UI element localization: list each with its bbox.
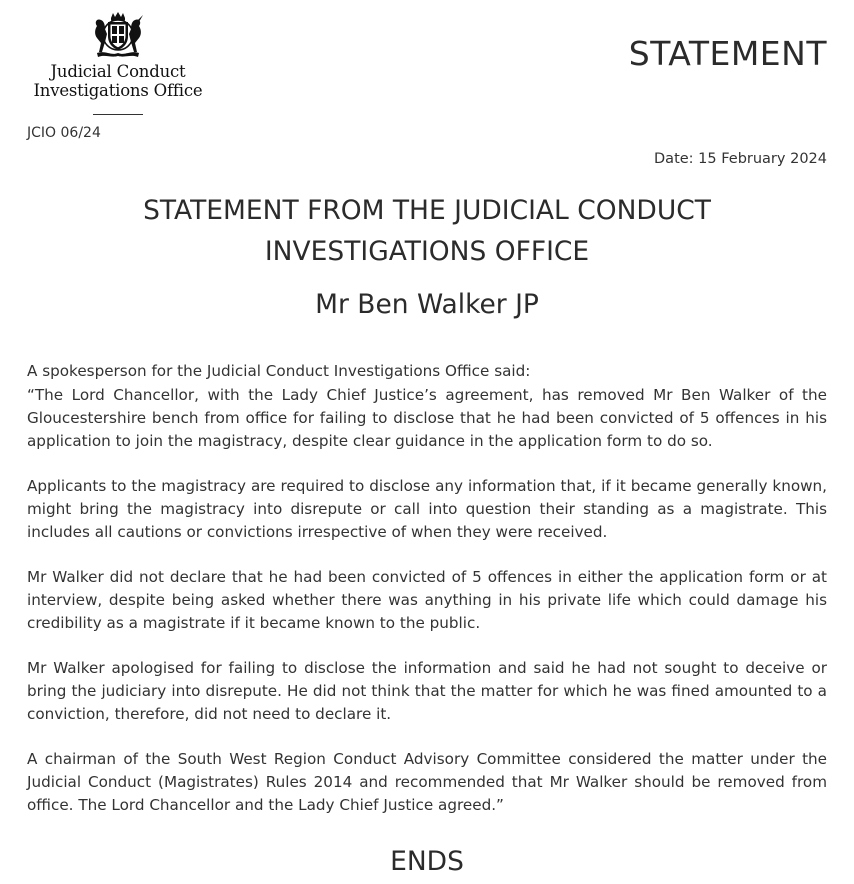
logo-divider bbox=[93, 114, 143, 115]
page-title bbox=[27, 190, 827, 272]
paragraph-4: Mr Walker apologised for failing to disclose the information and said he had not sought to deceive or bring the judiciary into disrepute. He did not think that the matter for which he was fined amounted to a conviction, therefore, did not need to declare it. bbox=[27, 659, 827, 723]
royal-coat-of-arms-icon bbox=[91, 12, 145, 58]
title-line1: STATEMENT FROM THE JUDICIAL CONDUCT bbox=[143, 195, 711, 226]
paragraph-3: Mr Walker did not declare that he had been convicted of 5 offences in either the application form or at interview, despite being asked whether there was anything in his private life which could damage his credibility as a magistrate if it became known to the public. bbox=[27, 568, 827, 632]
paragraph-2: Applicants to the magistracy are required to disclose any information that, if it became generally known, might bring the magistracy into disrepute or call into question their standing as a magistrate. This includes all cautions or convictions irrespective of when they were received. bbox=[27, 477, 827, 541]
document-type: STATEMENT bbox=[628, 34, 827, 73]
org-name-line2: Investigations Office bbox=[33, 81, 203, 100]
ends-marker: ENDS bbox=[390, 846, 464, 877]
paragraph-5: A chairman of the South West Region Conduct Advisory Committee considered the matter under the Judicial Conduct (Magistrates) Rules 2014 and recommended that Mr Walker should be removed from office. The Lord Chancellor and the Lady Chief Justice agreed.” bbox=[27, 750, 827, 814]
org-name bbox=[27, 62, 209, 100]
intro-line: A spokesperson for the Judicial Conduct Investigations Office said: bbox=[27, 362, 531, 380]
subject-name: Mr Ben Walker JP bbox=[315, 289, 539, 320]
statement-body bbox=[27, 360, 827, 839]
statement-document bbox=[27, 0, 827, 884]
paragraph-1: “The Lord Chancellor, with the Lady Chief Justice’s agreement, has removed Mr Ben Walker of the Gloucestershire bench from office for failing to disclose that he had been convicted of 5 offences in his application to join the magistracy, despite clear guidance in the application form to do so. bbox=[27, 386, 827, 450]
org-name-line1: Judicial Conduct bbox=[50, 62, 186, 81]
reference-number: JCIO 06/24 bbox=[27, 125, 101, 141]
title-line2: INVESTIGATIONS OFFICE bbox=[264, 236, 590, 267]
statement-date: Date: 15 February 2024 bbox=[654, 151, 827, 167]
jcio-logo bbox=[27, 12, 209, 115]
